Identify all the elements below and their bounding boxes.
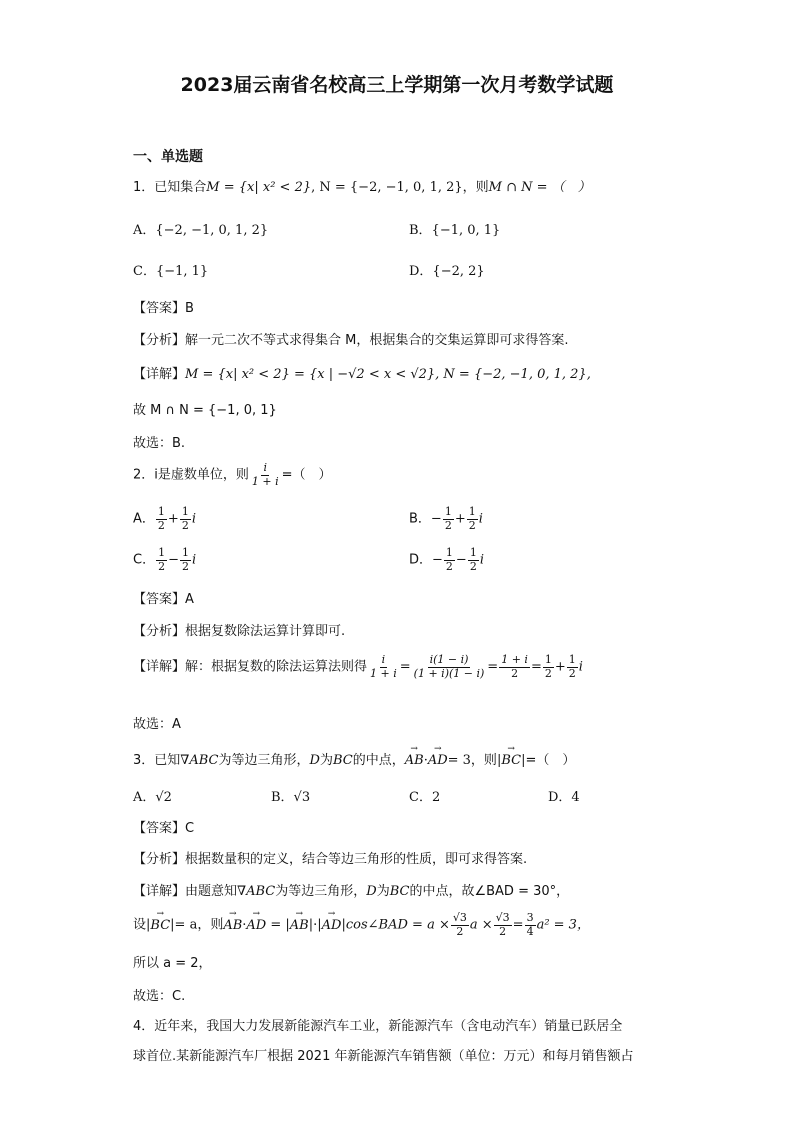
- q2-b-sign: −: [430, 511, 442, 527]
- q2-analysis: 【分析】根据复数除法运算计算即可.: [133, 624, 346, 639]
- q3-dot: ·: [423, 753, 428, 768]
- q2-frac-den: 1 + i: [251, 474, 279, 488]
- q3-stem-b: 为等边三角形，: [218, 753, 310, 768]
- q3-l2-frac3: [525, 912, 536, 938]
- q2-a-op: +: [167, 511, 179, 527]
- q2-a-i: i: [191, 511, 196, 527]
- q1-option-b: B．{−1, 0, 1}: [409, 223, 501, 238]
- q2-c-n1: 1: [158, 546, 166, 559]
- q2-detail-eq3: =: [530, 659, 542, 675]
- q3-l2-a: 设: [133, 917, 147, 933]
- q2-detail-f3-den: 2: [511, 666, 519, 680]
- q2-detail-eq2: =: [487, 659, 499, 675]
- q3-detail-triangle: ∇ABC: [237, 884, 276, 899]
- q3-l2-f3-num: 3: [526, 911, 534, 924]
- q2-option-a: [133, 506, 196, 532]
- q2-a-n2: 1: [181, 505, 189, 518]
- q3-so: 所以 a = 2，: [133, 956, 212, 971]
- q2-detail-f5-num: 1: [568, 653, 576, 666]
- q3-detail-d: D: [366, 884, 377, 899]
- q3-l2-b: = a，则: [174, 917, 224, 933]
- q3-l2-vec-ab: → AB: [223, 918, 242, 933]
- q3-bc: BC: [332, 753, 353, 768]
- q3-point-d: D: [309, 753, 320, 768]
- q2-detail-text: 解：根据复数的除法运算法则得: [185, 659, 368, 675]
- q3-l2-f2-num: √3: [495, 911, 510, 924]
- q3-option-d: D．4: [548, 790, 580, 805]
- q2-d-n1: 1: [445, 546, 453, 559]
- q3-stem-a: 3．已知: [133, 753, 181, 768]
- q2-detail-tag: 【详解】: [133, 659, 186, 675]
- q3-l2-e: =: [512, 917, 524, 933]
- q3-abs-left: |: [496, 753, 502, 768]
- q2-fraction: [250, 462, 281, 488]
- q2-detail-f5-den: 2: [568, 666, 576, 680]
- q3-detail-c: 的中点，故∠BAD = 30°，: [409, 884, 570, 899]
- q1-stem-prefix: 1．已知集合: [133, 180, 207, 195]
- q2-b-label: B．: [409, 511, 431, 527]
- q2-detail-frac4: [543, 654, 554, 680]
- q3-vec-ad: → AD: [428, 753, 448, 768]
- q2-c-op: −: [168, 552, 179, 568]
- q3-stem-d: 的中点，: [352, 753, 405, 768]
- q3-detail-line2: 设|→ BC|= a，则→ AB·→ AD = |→ AB|·|→ AD|cos∠BAD = a × $\frac{√3}{2}$ a × $\frac{√3}{2}$ = $\frac{3}{4}$ a² = 3，: [133, 912, 590, 938]
- q2-detail-i: i: [578, 659, 583, 675]
- q2-choose: 故选：A: [133, 717, 181, 732]
- q3-detail-tag: 【详解】: [133, 884, 186, 899]
- q2-d-label: D．: [409, 552, 433, 568]
- q3-vec-ab: → AB: [405, 753, 424, 768]
- page-title: 2023届云南省名校高三上学期第一次月考数学试题: [180, 74, 614, 96]
- q3-l2-frac1: [451, 912, 469, 938]
- q2-a-n1: 1: [157, 505, 165, 518]
- q3-l2-vec-bc: → BC: [150, 918, 170, 933]
- q2-c-n2: 1: [181, 546, 189, 559]
- q2-a-d2: 2: [181, 518, 189, 532]
- q3-detail-bc: BC: [389, 884, 410, 899]
- q3-stem: [133, 749, 575, 768]
- q2-c-label: C．: [133, 552, 156, 568]
- q2-stem: [133, 462, 332, 488]
- q2-c-d2: 2: [181, 559, 189, 573]
- q1-set-M: M = {x| x² < 2}: [206, 180, 312, 195]
- q2-detail-frac1: [368, 654, 399, 680]
- q2-stem-prefix: 2．i是虚数单位，则: [133, 467, 249, 483]
- q2-a-d1: 2: [157, 518, 165, 532]
- q2-d-d1: 2: [445, 559, 453, 573]
- q3-abs-right: |: [521, 753, 526, 768]
- q2-b-frac1: [443, 506, 454, 532]
- q2-c-d1: 2: [158, 559, 166, 573]
- q2-detail-f1-den: 1 + i: [370, 666, 397, 680]
- q3-l2-f1-den: 2: [456, 924, 464, 938]
- q3-l2-dot2: ·: [313, 917, 318, 933]
- q2-b-d1: 2: [444, 518, 452, 532]
- q2-detail-plus: +: [554, 659, 566, 675]
- q3-vec-bc: → BC: [501, 753, 521, 768]
- q2-detail-f2-den: (1 + i)(1 − i): [413, 666, 485, 680]
- q1-option-d: D．{−2, 2}: [409, 264, 485, 279]
- q2-a-label: A．: [133, 511, 155, 527]
- q3-analysis: 【分析】根据数量积的定义，结合等边三角形的性质，即可求得答案.: [133, 852, 528, 867]
- q2-b-n2: 1: [468, 505, 476, 518]
- q1-stem-suffix: ，则: [462, 180, 489, 195]
- q2-detail-frac5: [567, 654, 578, 680]
- q2-detail-f4-den: 2: [544, 666, 552, 680]
- q3-stem-e: = 3，则: [447, 753, 497, 768]
- q4-line1: 4．近年来，我国大力发展新能源汽车工业，新能源汽车（含电动汽车）销量已跃居全: [133, 1019, 623, 1034]
- q3-detail-wei: 为: [376, 884, 390, 899]
- q3-l2-frac2: [494, 912, 512, 938]
- q1-option-c: C．{−1, 1}: [133, 264, 209, 279]
- q2-a-frac2: [180, 506, 191, 532]
- q2-b-op: +: [454, 511, 466, 527]
- q2-d-d2: 2: [469, 559, 477, 573]
- q3-option-c: C．2: [409, 790, 441, 805]
- q2-option-c: [133, 547, 196, 573]
- q2-c-frac1: [156, 547, 167, 573]
- q1-analysis: 【分析】解一元二次不等式求得集合 M，根据集合的交集运算即可求得答案.: [133, 333, 569, 348]
- q3-detail-b: 为等边三角形，: [275, 884, 367, 899]
- q1-set-N: , N = {−2, −1, 0, 1, 2}: [311, 180, 463, 195]
- section-heading: 一、单选题: [133, 149, 203, 165]
- q3-l2-abs-ad: → AD: [322, 918, 342, 933]
- q2-detail-f3-num: 1 + i: [501, 653, 528, 666]
- q2-detail-frac3: [499, 654, 530, 680]
- q3-l2-f1-num: √3: [452, 911, 467, 924]
- q2-d-i: i: [479, 552, 484, 568]
- q1-detail-tag: 【详解】: [133, 367, 186, 382]
- q3-l2-vec-ad: → AD: [246, 918, 266, 933]
- q3-l2-f: a² = 3，: [536, 917, 590, 933]
- q3-option-a: A．√2: [133, 790, 172, 805]
- q3-detail-a: 由题意知: [185, 884, 238, 899]
- q3-detail: [133, 880, 569, 899]
- q3-l2-c: cos∠BAD = a ×: [345, 917, 450, 933]
- q2-frac-num: i: [263, 461, 268, 474]
- q2-detail-eq1: =: [399, 659, 411, 675]
- q1-option-a: A．{−2, −1, 0, 1, 2}: [133, 223, 269, 238]
- q3-l2-abs-ab: → AB: [290, 918, 309, 933]
- q2-answer: 【答案】A: [133, 592, 194, 607]
- q1-stem: [133, 176, 591, 195]
- q2-detail-f1-num: i: [381, 653, 386, 666]
- q1-conclusion: 故 M ∩ N = {−1, 0, 1}: [133, 403, 277, 418]
- q2-b-frac2: [467, 506, 478, 532]
- q4-line2: 球首位.某新能源汽车厂根据 2021 年新能源汽车销售额（单位：万元）和每月销售额占: [133, 1049, 634, 1064]
- q3-l2-dot: ·: [242, 917, 247, 933]
- q2-d-n2: 1: [469, 546, 477, 559]
- q2-d-sign: −: [432, 552, 443, 568]
- q2-option-d: [409, 547, 484, 573]
- q1-choose: 故选：B.: [133, 436, 186, 451]
- q3-triangle: ∇ABC: [180, 753, 219, 768]
- q1-answer: 【答案】B: [133, 301, 194, 316]
- q3-l2-f2-den: 2: [499, 924, 507, 938]
- q1-detail-expr: M = {x| x² < 2} = {x | −√2 < x < √2}, N = {−2, −1, 0, 1, 2},: [185, 367, 591, 382]
- q2-d-frac1: [444, 547, 455, 573]
- q2-detail: [133, 654, 583, 680]
- q1-detail: [133, 363, 591, 382]
- q2-detail-f2-num: i(1 − i): [429, 653, 469, 666]
- q2-b-i: i: [478, 511, 483, 527]
- q2-c-i: i: [191, 552, 197, 568]
- q2-a-frac1: [156, 506, 167, 532]
- q2-c-frac2: [180, 547, 191, 573]
- q3-choose: 故选：C.: [133, 989, 186, 1004]
- q2-option-b: [409, 506, 483, 532]
- q2-detail-frac2: [412, 654, 487, 680]
- q3-l2-f3-den: 4: [526, 924, 534, 938]
- q2-b-n1: 1: [444, 505, 452, 518]
- q3-option-b: B．√3: [271, 790, 311, 805]
- q3-stem-c: 为: [319, 753, 333, 768]
- q1-ask: M ∩ N = （ ）: [488, 180, 591, 195]
- q2-detail-f4-num: 1: [544, 653, 552, 666]
- q3-stem-f: =（ ）: [525, 753, 576, 768]
- q3-l2-d: a ×: [469, 917, 493, 933]
- q3-answer: 【答案】C: [133, 821, 195, 836]
- q2-stem-suffix: =（ ）: [281, 467, 332, 483]
- q2-d-op: −: [455, 552, 467, 568]
- q2-b-d2: 2: [468, 518, 476, 532]
- q2-d-frac2: [468, 547, 479, 573]
